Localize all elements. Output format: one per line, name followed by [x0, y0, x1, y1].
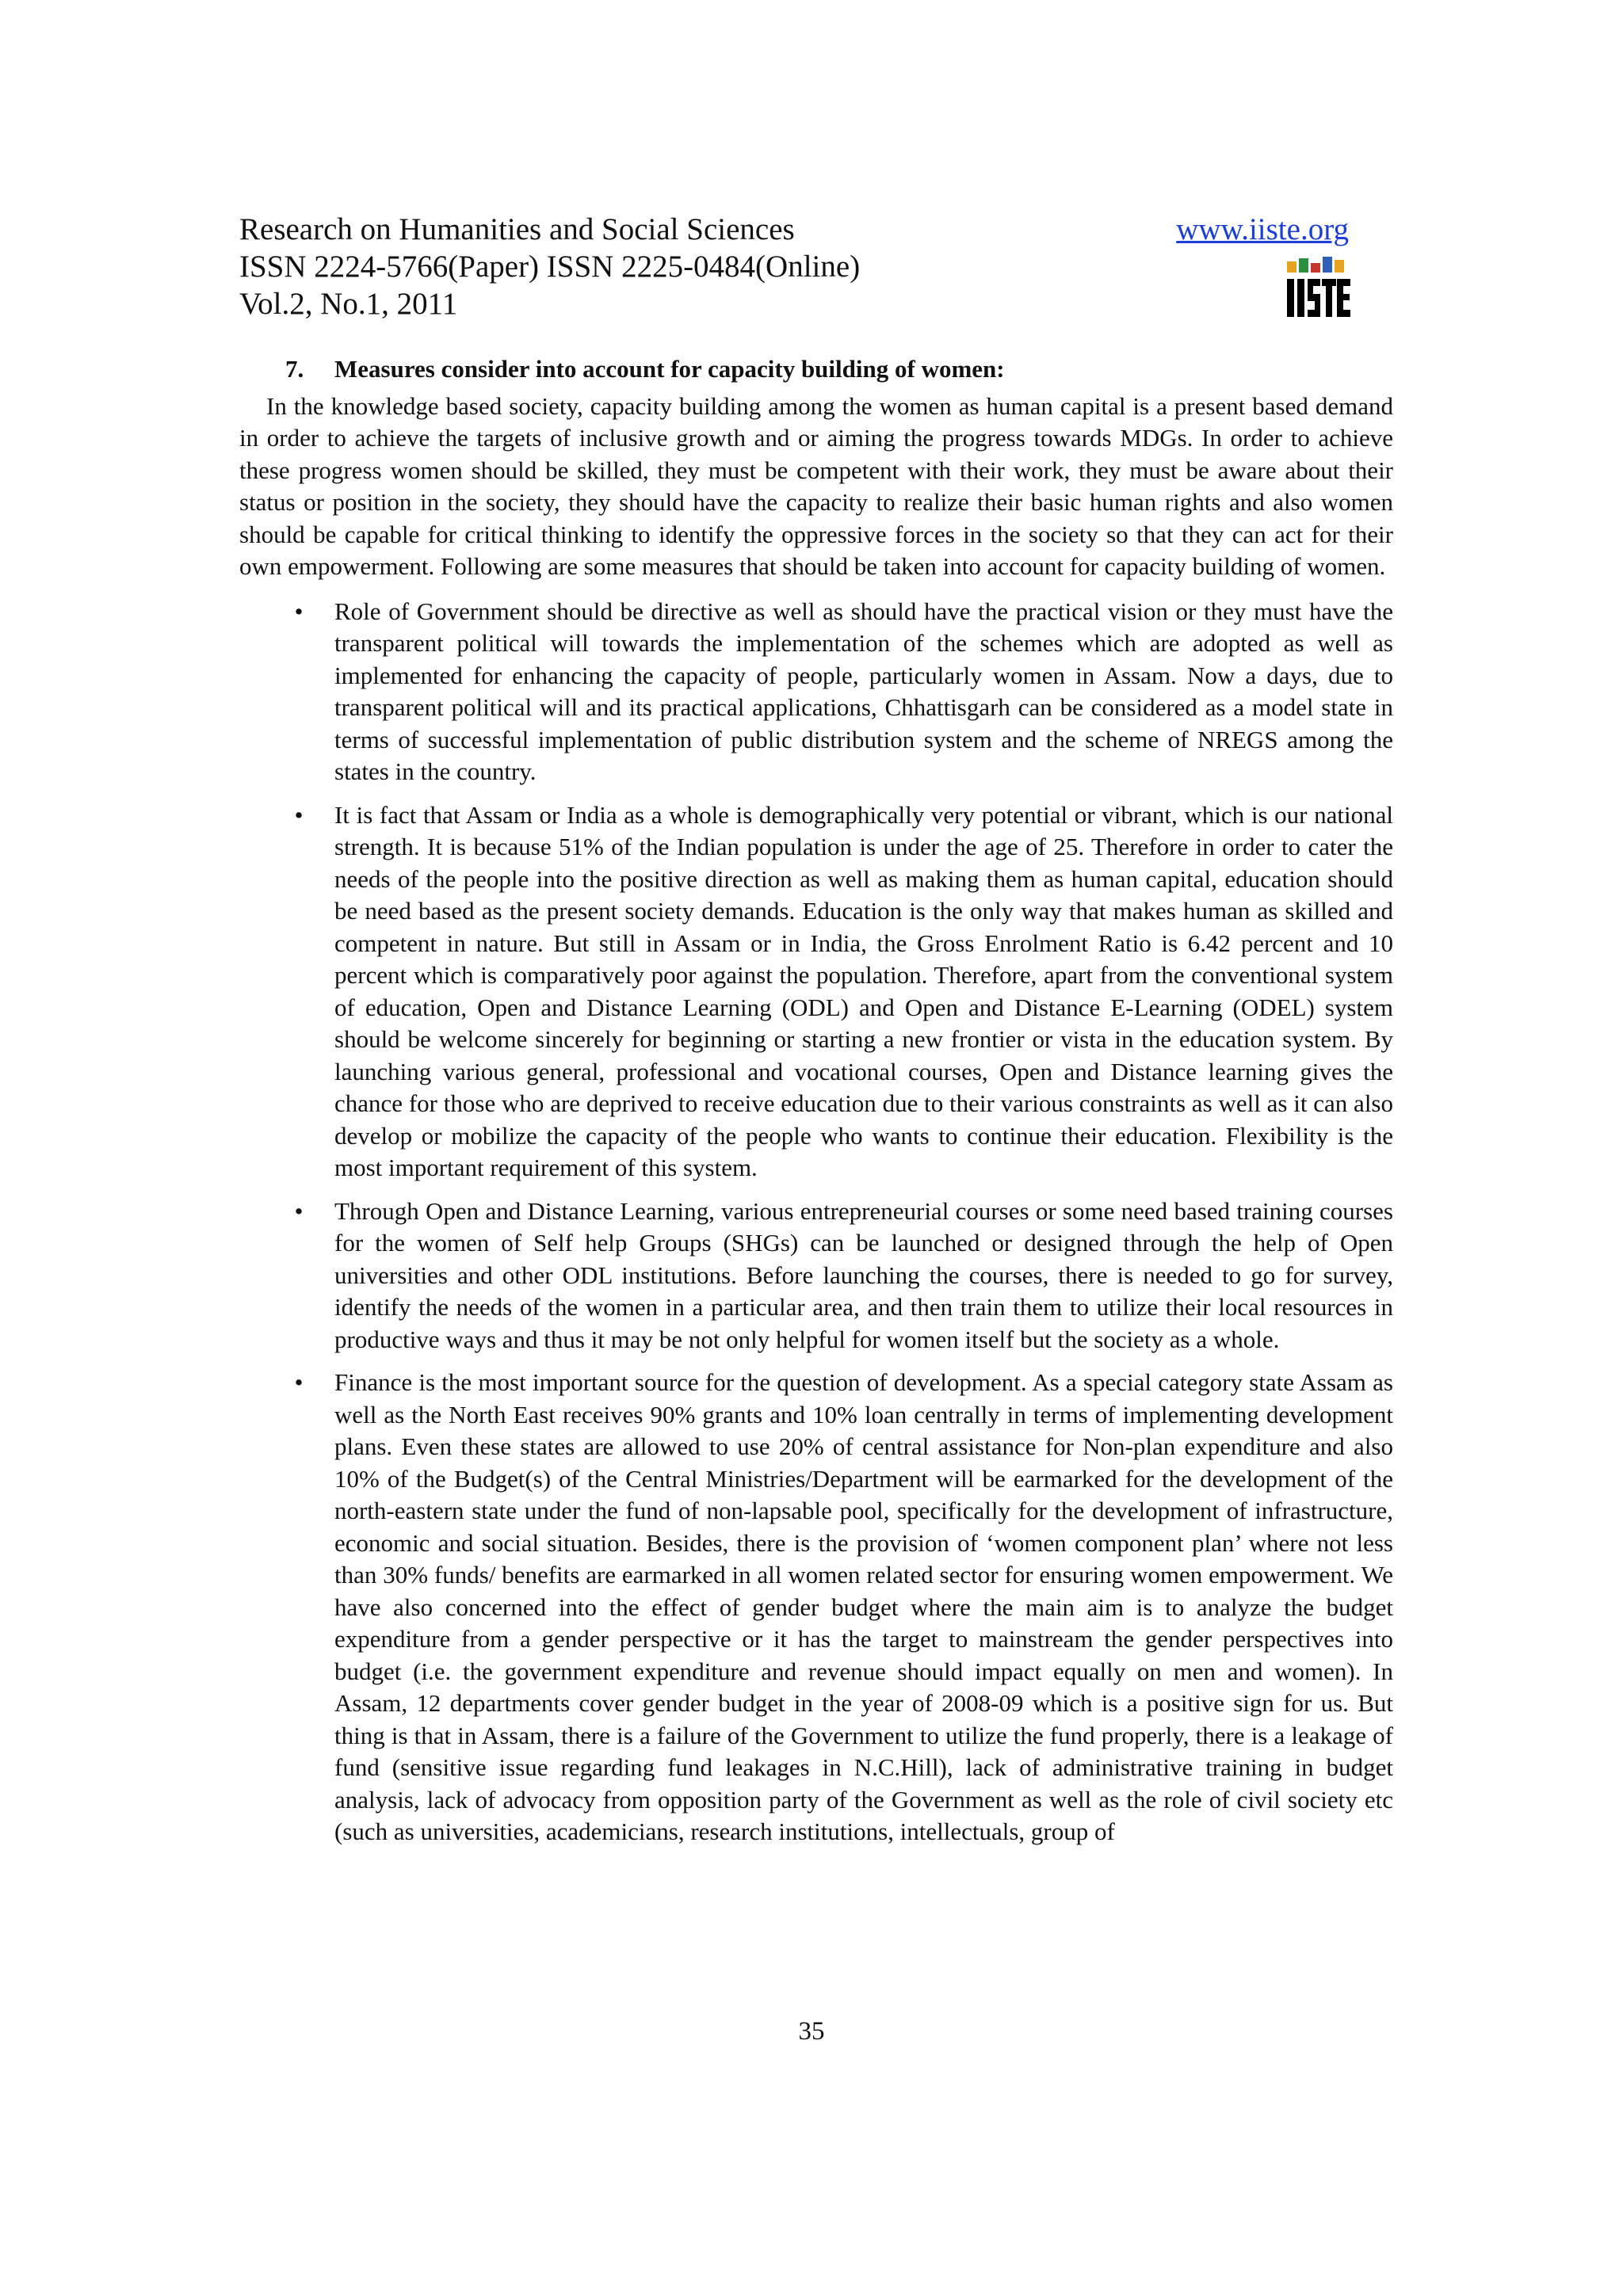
- section-title: Measures consider into account for capacity building of women:: [334, 355, 1005, 383]
- section-heading: [239, 353, 1393, 386]
- logo-bar-2: [1299, 258, 1308, 273]
- logo-bar-5: [1335, 260, 1344, 273]
- logo-bar-1: [1287, 261, 1296, 273]
- list-item: [239, 596, 1393, 788]
- logo-color-bars: [1287, 257, 1344, 273]
- page-body: [239, 353, 1393, 1859]
- journal-title: Research on Humanities and Social Sciences: [239, 212, 795, 246]
- list-item: [239, 799, 1393, 1184]
- logo-bar-3: [1311, 263, 1320, 273]
- bullet-icon: •: [294, 1368, 304, 1396]
- list-item-text: Role of Government should be directive as well as should have the practical vision or they must have the transparent political will towards the implementation of the schemes which are adopted as well as implemented for enhancing the capacity of people, particularly women in Assam. Now a days, due to transparent political will and its practical applications, Chhattisgarh can be considered as a model state in terms of successful implementation of public distribution system and the scheme of NREGS among the states in the country.: [334, 597, 1393, 785]
- bullet-icon: •: [294, 1196, 304, 1225]
- list-item: [239, 1196, 1393, 1356]
- list-item-text: It is fact that Assam or India as a whole is demographically very potential or vibrant, which is our national strength. It is because 51% of the Indian population is under the age of 25. Therefore in order to cater the needs of the people into the positive direction as well as making them as human capital, education should be need based as the present society demands. Education is the only way that makes human as skilled and competent in nature. But still in Assam or in India, the Gross Enrolment Ratio is 6.42 percent and 10 percent which is comparatively poor against the population. Therefore, apart from the conventional system of education, Open and Distance Learning (ODL) and Open and Distance E-Learning (ODEL) system should be welcome sincerely for beginning or starting a new frontier or vista in the education system. By launching various general, professional and vocational courses, Open and Distance learning gives the chance for those who are deprived to receive education due to their various constraints as well as it can also develop or mobilize the capacity of the people who wants to continue their education. Flexibility is the most important requirement of this system.: [334, 800, 1393, 1181]
- bullet-icon: •: [294, 800, 304, 829]
- page-header: [239, 211, 1352, 330]
- logo-bar-4: [1323, 257, 1332, 273]
- intro-paragraph: In the knowledge based society, capacity building among the women as human capital is a present based demand in order to achieve the targets of inclusive growth and or aiming the progress towards MDGs. In order to achieve these progress women should be skilled, they must be competent with their work, they must be aware about their status or position in the society, they should have the capacity to realize their basic human rights and also women should be capable for critical thinking to identify the oppressive forces in the society so that they can act for their own empowerment. Following are some measures that should be taken into account for capacity building of women.: [239, 391, 1393, 580]
- section-number: 7.: [285, 355, 304, 383]
- journal-issn: ISSN 2224-5766(Paper) ISSN 2225-0484(Online): [239, 250, 861, 284]
- bullet-icon: •: [294, 597, 304, 625]
- website-link[interactable]: www.iiste.org: [1176, 212, 1349, 246]
- list-item-text: Finance is the most important source for the question of development. As a special category state Assam as well as the North East receives 90% grants and 10% loan centrally in terms of implementing development plans. Even these states are allowed to use 20% of central assistance for Non-plan expenditure and also 10% of the Budget(s) of the Central Ministries/Department will be earmarked for the development of the north-eastern state under the fund of non-lapsable pool, specifically for the development of infrastructure, economic and social situation. Besides, there is the provision of ‘women component plan’ where not less than 30% funds/ benefits are earmarked in all women related sector for ensuring women empowerment. We have also concerned into the effect of gender budget where the main aim is to analyze the budget expenditure from a gender perspective or it has the target to mainstream the gender perspectives into budget (i.e. the government expenditure and revenue should impact equally on men and women). In Assam, 12 departments cover gender budget in the year of 2008-09 which is a positive sign for us. But thing is that in Assam, there is a failure of the Government to utilize the fund properly, there is a leakage of fund (sensitive issue regarding fund leakages in N.C.Hill), lack of administrative training in budget analysis, lack of advocacy from opposition party of the Government as well as the role of civil society etc (such as universities, academicians, research institutions, intellectuals, group of: [334, 1368, 1393, 1845]
- logo-letters: [1287, 279, 1350, 317]
- list-item-text: Through Open and Distance Learning, various entrepreneurial courses or some need based training courses for the women of Self help Groups (SHGs) can be launched or designed through the help of Open universities and other ODL institutions. Before launching the courses, there is needed to go for survey, identify the needs of the women in a particular area, and then train them to utilize their local resources in productive ways and thus it may be not only helpful for women itself but the society as a whole.: [334, 1196, 1393, 1353]
- page-number: 35: [798, 2017, 825, 2046]
- measures-list: [239, 596, 1393, 1848]
- iiste-logo-icon: [1287, 255, 1350, 320]
- journal-volume: Vol.2, No.1, 2011: [239, 287, 458, 321]
- list-item: [239, 1367, 1393, 1848]
